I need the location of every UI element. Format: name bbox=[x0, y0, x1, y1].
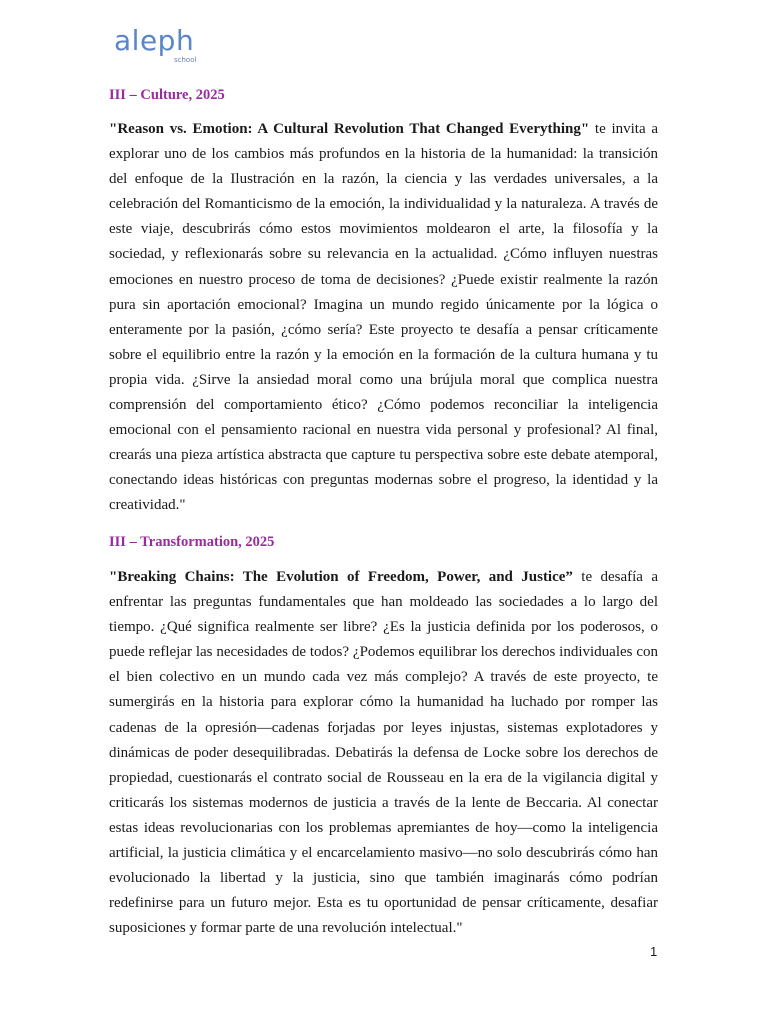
aleph-school-logo bbox=[114, 24, 204, 64]
paragraph-body: te desafía a enfrentar las preguntas fundamentales que han moldeado las sociedades a lo largo del tiempo. ¿Qué significa realmente ser libre? ¿Es la justicia definida por los poderosos, o puede reflejar las necesidades de todos? ¿Podemos equilibrar los derechos individuales con el bien colectivo en un mundo cada vez más complejo? A través de este proyecto, te sumergirás en la historia para explorar cómo la humanidad ha luchado por romper las cadenas de la opresión—cadenas forjadas por leyes injustas, sistemas explotadores y dinámicas de poder desequilibradas. Debatirás la defensa de Locke sobre los derechos de propiedad, cuestionarás el contrato social de Rousseau en la era de la vigilancia digital y criticarás los sistemas modernos de justicia a través de la lente de Beccaria. Al conectar estas ideas revolucionarias con los problemas apremiantes de hoy—como la inteligencia artificial, la justicia climática y el encarcelamiento masivo—no solo descubrirás cómo han evolucionado la libertad y la justicia, sino que también imaginarás cómo podrían redefinirse para un futuro mejor. Esta es tu oportunidad de pensar críticamente, desafiar suposiciones y formar parte de una revolución intelectual." bbox=[109, 569, 658, 937]
section-title-transformation: III – Transformation, 2025 bbox=[109, 534, 275, 550]
paragraph-body: te invita a explorar uno de los cambios más profundos en la historia de la humanidad: la transición del enfoque de la Ilustración en la razón, la ciencia y las verdades universales, a la celebración del Romanticismo de la emoción, la individualidad y la naturaleza. A través de este viaje, descubrirás cómo estos movimientos moldearon el arte, la filosofía y la sociedad, y reflexionarás sobre su relevancia en la actualidad. ¿Cómo influyen nuestras emociones en nuestro proceso de toma de decisiones? ¿Puede existir realmente la razón pura sin aportación emocional? Imagina un mundo regido únicamente por la lógica o enteramente por la pasión, ¿cómo sería? Este proyecto te desafía a pensar críticamente sobre el equilibrio entre la razón y la emoción en la formación de la cultura humana y tu propia vida. ¿Sirve la ansiedad moral como una brújula moral que complica nuestra comprensión del comportamiento ético? ¿Cómo podemos reconciliar la inteligencia emocional con el pensamiento racional en nuestra vida personal y profesional? Al final, crearás una pieza artística abstracta que capture tu perspectiva sobre este debate atemporal, conectando ideas históricas con preguntas modernas sobre el progreso, la identidad y la creatividad." bbox=[109, 121, 658, 514]
logo-subtext: school bbox=[174, 56, 197, 64]
page-number: 1 bbox=[650, 944, 658, 959]
logo-wordmark: aleph bbox=[114, 24, 195, 57]
section-title-culture: III – Culture, 2025 bbox=[109, 87, 225, 103]
project-title-reason-vs-emotion: "Reason vs. Emotion: A Cultural Revolution That Changed Everything" bbox=[109, 121, 590, 137]
section-paragraph-transformation bbox=[109, 565, 658, 941]
section-paragraph-culture bbox=[109, 117, 658, 519]
project-title-breaking-chains: "Breaking Chains: The Evolution of Freedom, Power, and Justice” bbox=[109, 569, 573, 585]
